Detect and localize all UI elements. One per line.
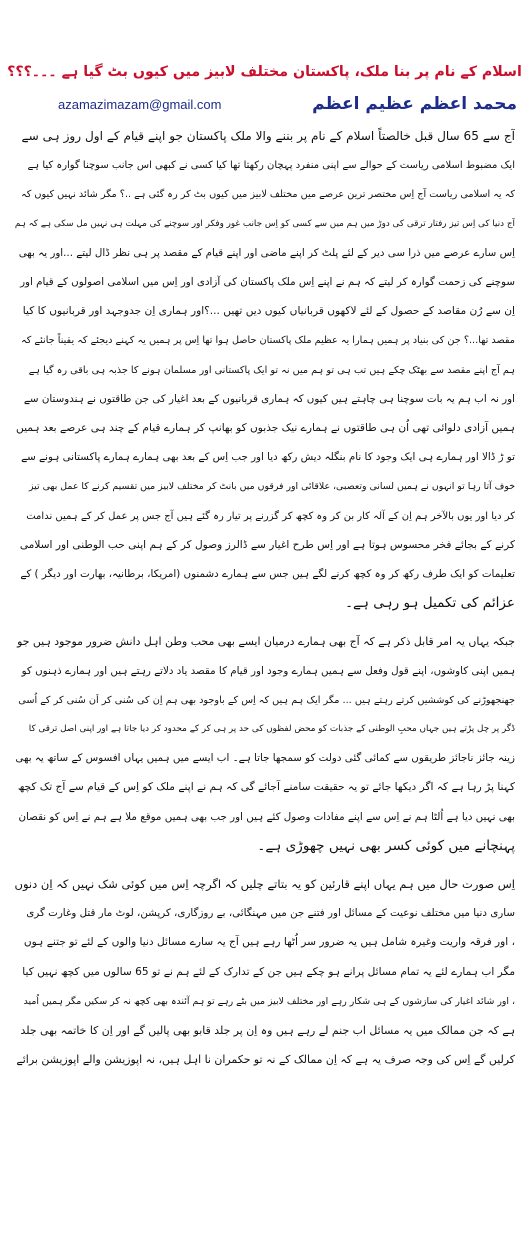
text-line: کرلیں گے اِس کی وجہ صرف یہ ہے کہ اِن ممالک کے نہ تو حکمران نا اہل ہیں، نہ اپوزیشن والے اپوزیشن برائے — [16, 1053, 515, 1067]
text-line: سوچنے کی زحمت گوارہ کر لیتے کہ ہم نے اپنے اِس ملک پاکستان کی آزادی اور اِس میں اسلامی اصولوں کے قیام اور — [20, 276, 515, 289]
author-name: محمد اعظم عظیم اعظم — [312, 94, 517, 114]
text-line: ہمیں آزادی دلوائی تھی اُن ہی طاقتوں نے ہمارے نیک جذبوں کو بھانپ کر ہمارے قیام کے چند ہی عرصے بعد ہمیں — [16, 422, 515, 435]
text-line: آج سے 65 سال قبل خالصتاً اسلام کے نام پر بننے والا ملک پاکستان جو اپنے قیام کے اول روز ہی سے — [21, 129, 515, 143]
text-line: جبکہ یہاں یہ امر قابل ذکر ہے کہ آج بھی ہمارے درمیان ایسے بھی محب وطن اہل دانش ضرور موجود ہیں جو — [17, 635, 515, 649]
text-line: اور نہ اب ہم یہ بات سوچنا ہی چاہتے ہیں کیوں کہ ہماری قربانیوں کے بعد اغیار کی جن طاقتوں نے ہندوستان سے — [23, 392, 515, 405]
text-line: تو ڑ ڈالا اور ہمارے ہی ایک وجود کا نام بنگلہ دیش رکھ دیا اور جب اِس کے بعد بھی ہمارے ہمارے پاکستانی ہونے سے — [21, 451, 515, 464]
text-line: آج دنیا کی اِس تیز رفتار ترقی کی دوڑ میں ہم میں سے کسی کو اِس جانب غور وفکر اور سوچنے کی مہلت ہی نہیں مل سکی ہے کہ ہم — [14, 218, 515, 229]
text-line: کہنا پڑ رہا ہے کہ اگر دیکھا جائے تو یہ حقیقت سامنے آجائے گی کہ ہم نے اپنے ملک کو اِس کے قیام سے آج تک کچھ — [17, 781, 515, 794]
text-line: خوف آتا رہا تو انہوں نے ہمیں لسانی وتعصبی، علاقائی اور فرقوں میں بانٹ کر مختلف لابیز میں تقسیم کرنے کا عمل بھی تیز — [28, 481, 515, 493]
text-line: مقصد تھا...؟ جن کی بنیاد پر ہمیں ہمارا یہ عظیم ملک پاکستان حاصل ہوا تھا اِس پر ہمیں یہ کہنے دیجئے کہ یقیناً جانئے کہ — [21, 335, 515, 347]
text-line: ، اور فرقہ واریت وغیرہ شامل ہیں یہ ضرور سر اُٹھا رہے ہیں آج یہ سارے مسائل دنیا والوں کے لئے تو جتنے ہوں — [23, 936, 515, 949]
text-line: ہم آج اپنے مقصد سے بھٹک چکے ہیں تب ہی تو ہم میں نہ تو ایک پاکستانی اور مسلمان ہونے کا جذبہ ہی باقی رہ گیا ہے — [28, 364, 515, 376]
text-line: مگر اب ہمارے لئے یہ تمام مسائل پرانے ہو چکے ہیں جن کے تدارک کے لئے ہم نے تو 65 سالوں میں کچھ نہیں کیا — [22, 965, 515, 978]
article-paragraph — [14, 870, 515, 1074]
text-line: کہ یہ اسلامی ریاست آج اِس مختصر ترین عرصے میں مختلف لابیز میں کیوں بٹ کر رہ گئی ہے ..؟ مگر شائد نہیں کیوں کہ — [21, 189, 515, 201]
text-line: تعلیمات کو ایک طرف رکھ کر وہ کچھ کرنے لگے ہیں جس سے ہمارے دشمنوں (امریکا، برطانیہ، بھارت اور دیگر ) کے — [20, 568, 515, 581]
text-line: ساری دنیا میں مختلف نوعیت کے مسائل اور فتنے جن میں مہنگائی، بے روزگاری، کرپشن، لوٹ مار قتل وغارت گری — [26, 907, 515, 920]
text-line: اِس سارے عرصے میں ذرا سی دیر کے لئے پلٹ کر اپنے ماضی اور اپنے قیام کے مقصد پر ہی نظر ڈال لیتے ...اور یہ بھی — [18, 246, 515, 259]
text-line: پہنچانے میں کوئی کسر بھی نہیں چھوڑی ہے۔ — [257, 837, 515, 854]
text-line: ایک مضبوط اسلامی ریاست کے حوالے سے اپنی منفرد پہچان رکھتا تھا کیا کسی نے کبھی اس جانب سوچنا گوارہ کیا ہے — [27, 160, 515, 172]
text-line: جھنجھوڑنے کی کوششیں کرتے رہتے ہیں ... مگر ایک ہم ہیں کہ اِس کے باوجود بھی ہم اِن کی سُنی کر اَن سُنی کر کے اُسی — [18, 694, 515, 706]
article-body — [14, 122, 515, 1254]
text-line: کر دیا اور یوں بالآخر ہم اِن کے آلہ کار بن کر وہ کچھ کر گزرنے پر تیار رہ گئے ہیں آج جس پر عمل کر کے ہمیں ندامت — [26, 510, 515, 522]
article-paragraph — [14, 122, 515, 618]
article-title: اسلام کے نام پر بنا ملک، پاکستان مختلف لابیز میں کیوں بٹ گیا ہے ۔۔۔؟؟؟ — [7, 64, 522, 80]
text-line: ہے کہ جن ممالک میں یہ مسائل اب جنم لے رہے ہیں وہ اِن پر جلد قابو بھی پالیں گے اور اِن کا خاتمہ بھی جلد — [20, 1024, 515, 1038]
author-email: azamazimazam@gmail.com — [58, 97, 222, 112]
text-line: ہمیں اپنی کاوشوں، اپنے قول وفعل سے ہمیں ہمارے وجود اور قیام کا مقصد یاد دلاتے رہتے ہیں اور ہمارے ذہنوں کو — [21, 664, 515, 677]
text-line: ، اور شائد اغیار کی سازشوں کے ہی شکار رہے اور مختلف لابیز میں بٹے رہے تو ہم آئندہ بھی کچھ نہ کر سکیں مگر ہمیں اُمید — [23, 995, 515, 1007]
text-line: ڈگر پر چل پڑتے ہیں جہاں محبِ الوطنی کے جذبات کو محض لفظوں کی حد پر ہی کر کے محدود کر دیا جاتا ہے اور اپنی اصل ترقی کا — [28, 724, 515, 735]
text-line: اِس صورت حال میں ہم یہاں اپنے قارئین کو یہ بتاتے چلیں کہ اگرچہ اِس میں کوئی شک نہیں کہ اِن دنوں — [14, 877, 515, 892]
text-line: کرنے کے بجائے فخر محسوس ہوتا ہے اور اِس طرح اغیار سے ڈالرز وصول کر کے ہم اپنی حب الوطنی اور اسلامی — [19, 538, 515, 551]
article-paragraph — [14, 627, 515, 861]
text-line: بھی نہیں دیا ہے اُلٹا ہم نے اِس سے اپنے مفادات وصول کئے ہیں اور جب بھی ہمیں موقع ملا ہے ہم نے اِس کو نقصان — [18, 810, 515, 823]
text-line: زینہ جائز ناجائز طریقوں سے کمائی گئی دولت کو سمجھا جاتا ہے۔ اب ایسے میں ہمیں یہاں افسوس کے ساتھ یہ بھی — [15, 752, 515, 765]
text-line: عزائم کی تکمیل ہو رہی ہے۔ — [345, 595, 515, 612]
text-line: اِن سے رُن مقاصد کے حصول کے لئے لاکھوں قربانیاں کیوں دیں تھیں ...؟اور ہماری اِن جدوجہد اور قربانیوں کا کیا — [22, 305, 515, 318]
